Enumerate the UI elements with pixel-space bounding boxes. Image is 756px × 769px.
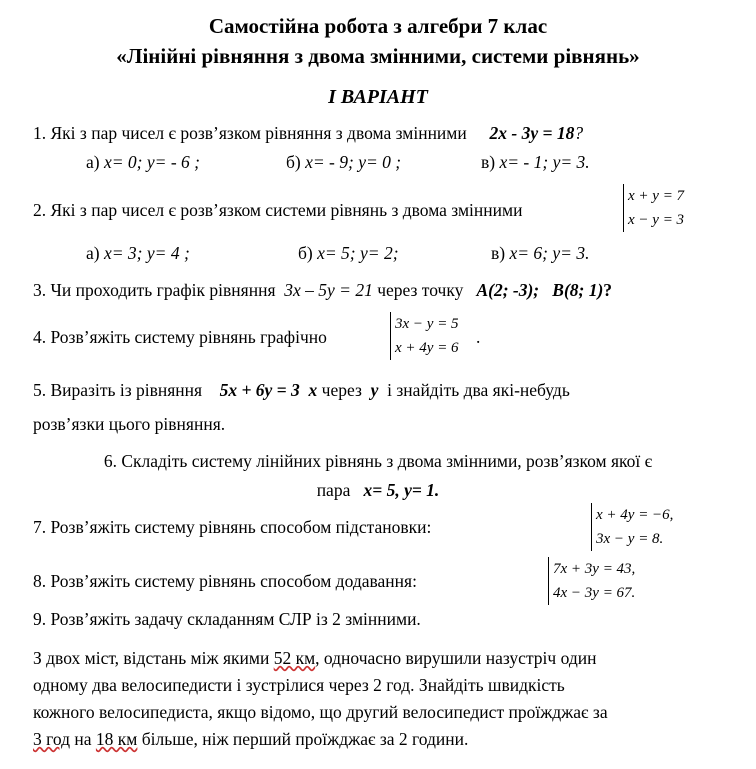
question-7-system: x + 4y = −6, 3x − y = 8. <box>591 503 673 551</box>
q1-option-b: б) х= - 9; у= 0 ; <box>286 152 402 172</box>
question-1 <box>33 123 583 144</box>
question-6-line2: пара х= 5, у= 1. <box>316 480 440 500</box>
problem-line-2: одному два велосипедисти і зустрілися через 2 год. Знайдіть швидкість <box>33 675 565 695</box>
q2-option-b: б) х= 5; у= 2; <box>298 243 399 263</box>
question-7-text: 7. Розв’яжіть систему рівнянь способом підстановки: <box>33 517 432 537</box>
problem-line-1: З двох міст, відстань між якими 52 км, одночасно вирушили назустріч один <box>33 648 597 668</box>
variant-heading: І ВАРІАНТ <box>328 86 428 108</box>
question-5-equation: 5х + 6у = 3 <box>219 380 300 400</box>
question-2-system: x + y = 7 x − y = 3 <box>623 184 684 232</box>
point-a: A(2; -3); <box>476 280 540 300</box>
question-8-system: 7x + 3y = 43, 4x − 3y = 67. <box>548 557 635 605</box>
question-3: 3. Чи проходить графік рівняння 3х – 5у = 21 через точку A(2; -3); B(8; 1)? <box>33 280 613 300</box>
question-6-pair: х= 5, у= 1. <box>363 480 440 500</box>
problem-line-3: кожного велосипедиста, якщо відомо, що другий велосипедист проїжджає за <box>33 702 608 722</box>
distance-value: 52 км <box>273 648 316 668</box>
question-4-text: 4. Розв’яжіть систему рівнянь графічно <box>33 327 327 347</box>
question-1-text: 1. Які з пар чисел є розв’язком рівняння з двома змінними <box>33 123 467 143</box>
page-subtitle: «Лінійні рівняння з двома змінними, системи рівнянь» <box>116 44 640 68</box>
question-2-text: 2. Які з пар чисел є розв’язком системи рівнянь з двома змінними <box>33 200 523 220</box>
question-4-end: . <box>476 327 481 347</box>
point-b: B(8; 1) <box>552 280 604 300</box>
question-1-qmark: ? <box>574 123 584 143</box>
q2-option-c: в) х= 6; у= 3. <box>491 243 590 263</box>
question-4-system: 3x − y = 5 x + 4y = 6 <box>390 312 459 360</box>
q2-option-a: а) х= 3; у= 4 ; <box>86 243 190 263</box>
question-3-equation: 3х – 5у = 21 <box>284 280 373 300</box>
question-8-text: 8. Розв’яжіть систему рівнянь способом додавання: <box>33 571 417 591</box>
question-5: 5. Виразіть із рівняння 5х + 6у = 3 х через у і знайдіть два які-небудь <box>33 380 570 400</box>
question-1-equation: 2х - 3у = 18 <box>489 123 575 143</box>
problem-line-4: 3 год на 18 км більше, ніж перший проїжджає за 2 години. <box>33 729 469 749</box>
q1-option-c: в) х= - 1; у= 3. <box>481 152 590 172</box>
question-9-text: 9. Розв’яжіть задачу складанням СЛР із 2 змінними. <box>33 609 421 629</box>
page-title: Самостійна робота з алгебри 7 клас <box>208 14 548 38</box>
q1-option-a: а) х= 0; у= - 6 ; <box>86 152 200 172</box>
question-6-line1: 6. Складіть систему лінійних рівнянь з двома змінними, розв’язком якої є <box>103 451 653 471</box>
question-5-line2: розв’язки цього рівняння. <box>33 414 226 434</box>
